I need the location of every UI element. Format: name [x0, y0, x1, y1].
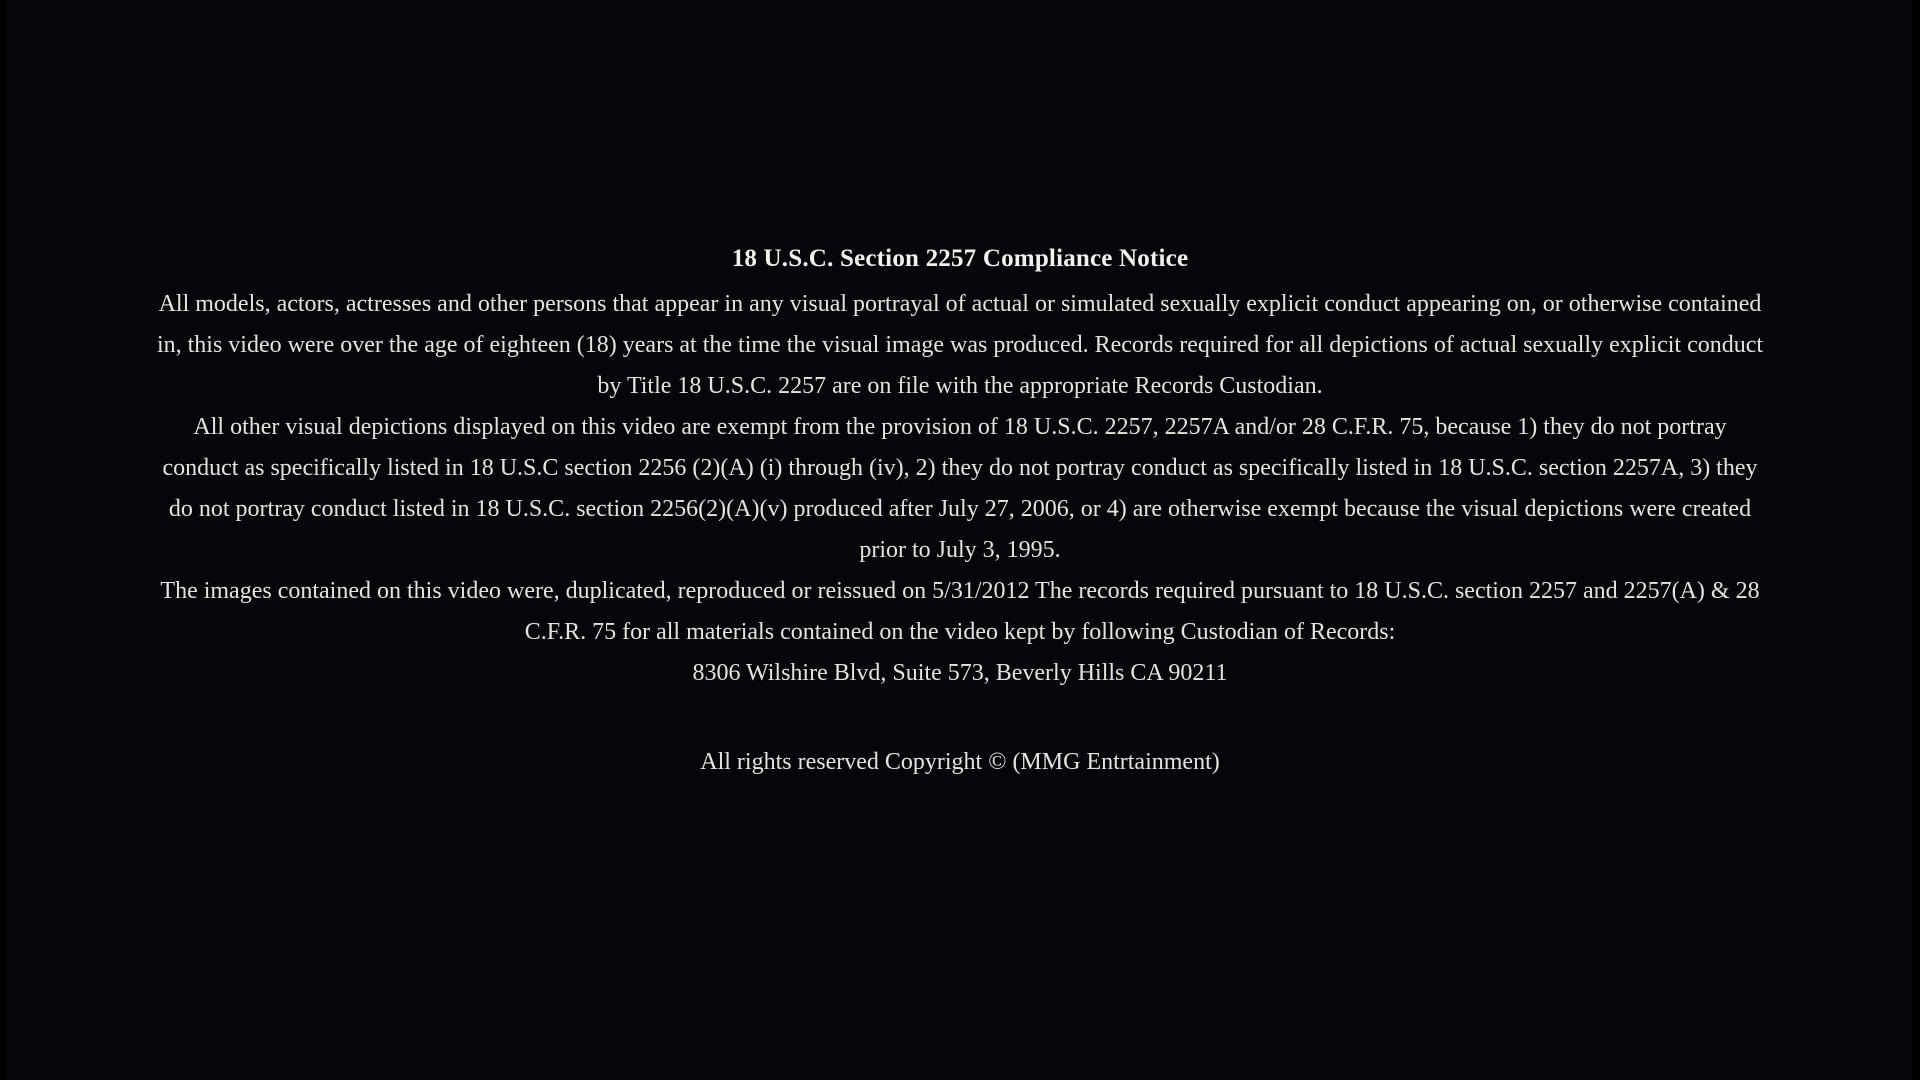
- page-title: 18 U.S.C. Section 2257 Compliance Notice: [731, 245, 1189, 272]
- copyright-line: All rights reserved Copyright © (MMG Entrtainment): [700, 749, 1220, 775]
- notice-paragraph-1: All models, actors, actresses and other persons that appear in any visual portrayal of actual or simulated sexually explicit conduct appearing on, or otherwise contained in, this video were over the age of eighteen (18) years at the time the visual image was produced. Records required for all depictions of actual sexually explicit conduct by Title 18 U.S.C. 2257 are on file with the appropriate Records Custodian.: [156, 291, 1764, 399]
- compliance-notice: [155, 238, 1765, 783]
- custodian-address: 8306 Wilshire Blvd, Suite 573, Beverly Hills CA 90211: [692, 660, 1228, 686]
- notice-paragraph-2: All other visual depictions displayed on this video are exempt from the provision of 18 U.S.C. 2257, 2257A and/or 28 C.F.R. 75, because 1) they do not portray conduct as specifically listed in 18 U.S.C section 2256 (2)(A) (i) through (iv), 2) they do not portray conduct as specifically listed in 18 U.S.C. section 2257A, 3) they do not portray conduct listed in 18 U.S.C. section 2256(2)(A)(v) produced after July 27, 2006, or 4) are otherwise exempt because the visual depictions were created prior to July 3, 1995.: [162, 414, 1758, 563]
- notice-paragraph-3: The images contained on this video were, duplicated, reproduced or reissued on 5/31/2012 The records required pursuant to 18 U.S.C. section 2257 and 2257(A) & 28 C.F.R. 75 for all materials contained on the video kept by following Custodian of Records:: [160, 578, 1760, 645]
